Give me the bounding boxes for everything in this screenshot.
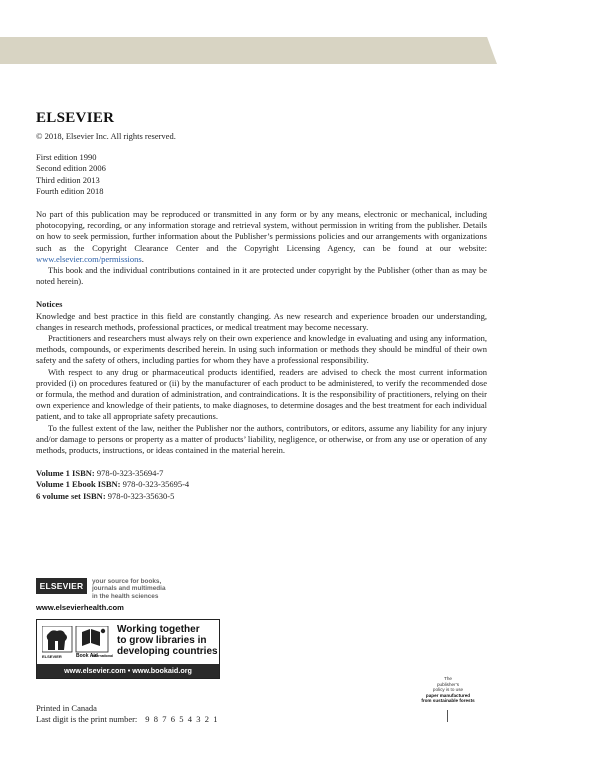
notices-paragraph: Knowledge and best practice in this field are constantly changing. As new research and experience broaden our understanding, changes in research methods, professional practices, or medical treatment may become necessary. [36,310,487,332]
publisher-name: ELSEVIER [36,110,115,126]
isbn-row: 6 volume set ISBN: 978-0-323-35630-5 [36,490,175,501]
print-digits: 9 8 7 6 5 4 3 2 1 [145,714,218,725]
book-aid-emblems: ELSEVIER Book Aid International [42,626,110,660]
isbn-row: Volume 1 Ebook ISBN: 978-0-323-35695-4 [36,479,190,490]
permissions-link[interactable]: www.elsevier.com/permissions [36,253,142,264]
elsevier-health-url[interactable]: www.elsevierhealth.com [36,603,124,612]
rights-paragraph: No part of this publication may be reproduced or transmitted in any form or by any means, electronic or mechanical, including photocopying, recording, or any information storage and retrieval system, without permission in writing from the publisher. Details on how to seek permission, further information about the Publisher’s permissions policies and our arrangements with organizations such as the Copyright Clearance Center and the Copyright Licensing Agency, can be found at our website: www.elsevier.com/permissions. [36,209,487,264]
isbn-list [36,468,487,502]
edition-item: First edition 1990 [36,152,97,163]
elsevier-health-tagline: your source for books, journals and multimedia in the health sciences [92,578,166,600]
edition-item: Second edition 2006 [36,163,106,174]
header-band [0,37,497,64]
book-aid-links[interactable]: www.elsevier.com • www.bookaid.org [37,664,219,678]
copyright-page [36,110,487,502]
notices-paragraph: With respect to any drug or pharmaceutical products identified, readers are advised to check the most current information provided (i) on procedures featured or (ii) by the manufacturer of each product to be administered, to verify the recommended dose or formula, the method and duration of administration, and contraindications. It is the responsibility of practitioners, relying on their own experience and knowledge of their patients, to make diagnoses, to determine dosages and the best treatment for each individual patient, and to take all appropriate safety precautions. [36,366,487,422]
edition-item: Fourth edition 2018 [36,185,104,196]
copyright-paragraph: This book and the individual contributions contained in it are protected under copyright by the Publisher (other than as may be noted herein). [36,265,487,287]
book-aid-headline: Working together to grow libraries in developing countries [117,624,218,657]
notices-paragraph: To the fullest extent of the law, neither the Publisher nor the authors, contributors, or editors, assume any liability for any injury and/or damage to persons or property as a matter of products’ liability, negligence, or otherwise, or from any use or operation of any methods, products, instructions, or ideas contained in the material herein. [36,422,487,456]
notices-heading: Notices [36,299,63,310]
print-number-line: Last digit is the print number: 9 8 7 6 5 4 3 2 1 [36,714,218,725]
print-info [36,703,336,725]
elsevier-health-box: ELSEVIER [36,578,87,594]
edition-item: Third edition 2013 [36,174,100,185]
printed-in: Printed in Canada [36,703,97,713]
paper-policy-line [447,710,448,722]
paper-policy: The publisher’s policy is to use paper manufactured from sustainable forests [421,676,475,704]
notices-paragraph: Practitioners and researchers must always rely on their own experience and knowledge in evaluating and using any information, methods, compounds, or experiments described herein. In using such information or methods they should be mindful of their own safety and the safety of others, including parties for whom they have a professional responsibility. [36,333,487,366]
edition-list [36,152,487,197]
book-aid-logo [36,619,220,679]
elsevier-health-logo [36,578,236,614]
copyright-line: © 2018, Elsevier Inc. All rights reserved. [36,131,176,141]
isbn-row: Volume 1 ISBN: 978-0-323-35694-7 [36,468,164,479]
